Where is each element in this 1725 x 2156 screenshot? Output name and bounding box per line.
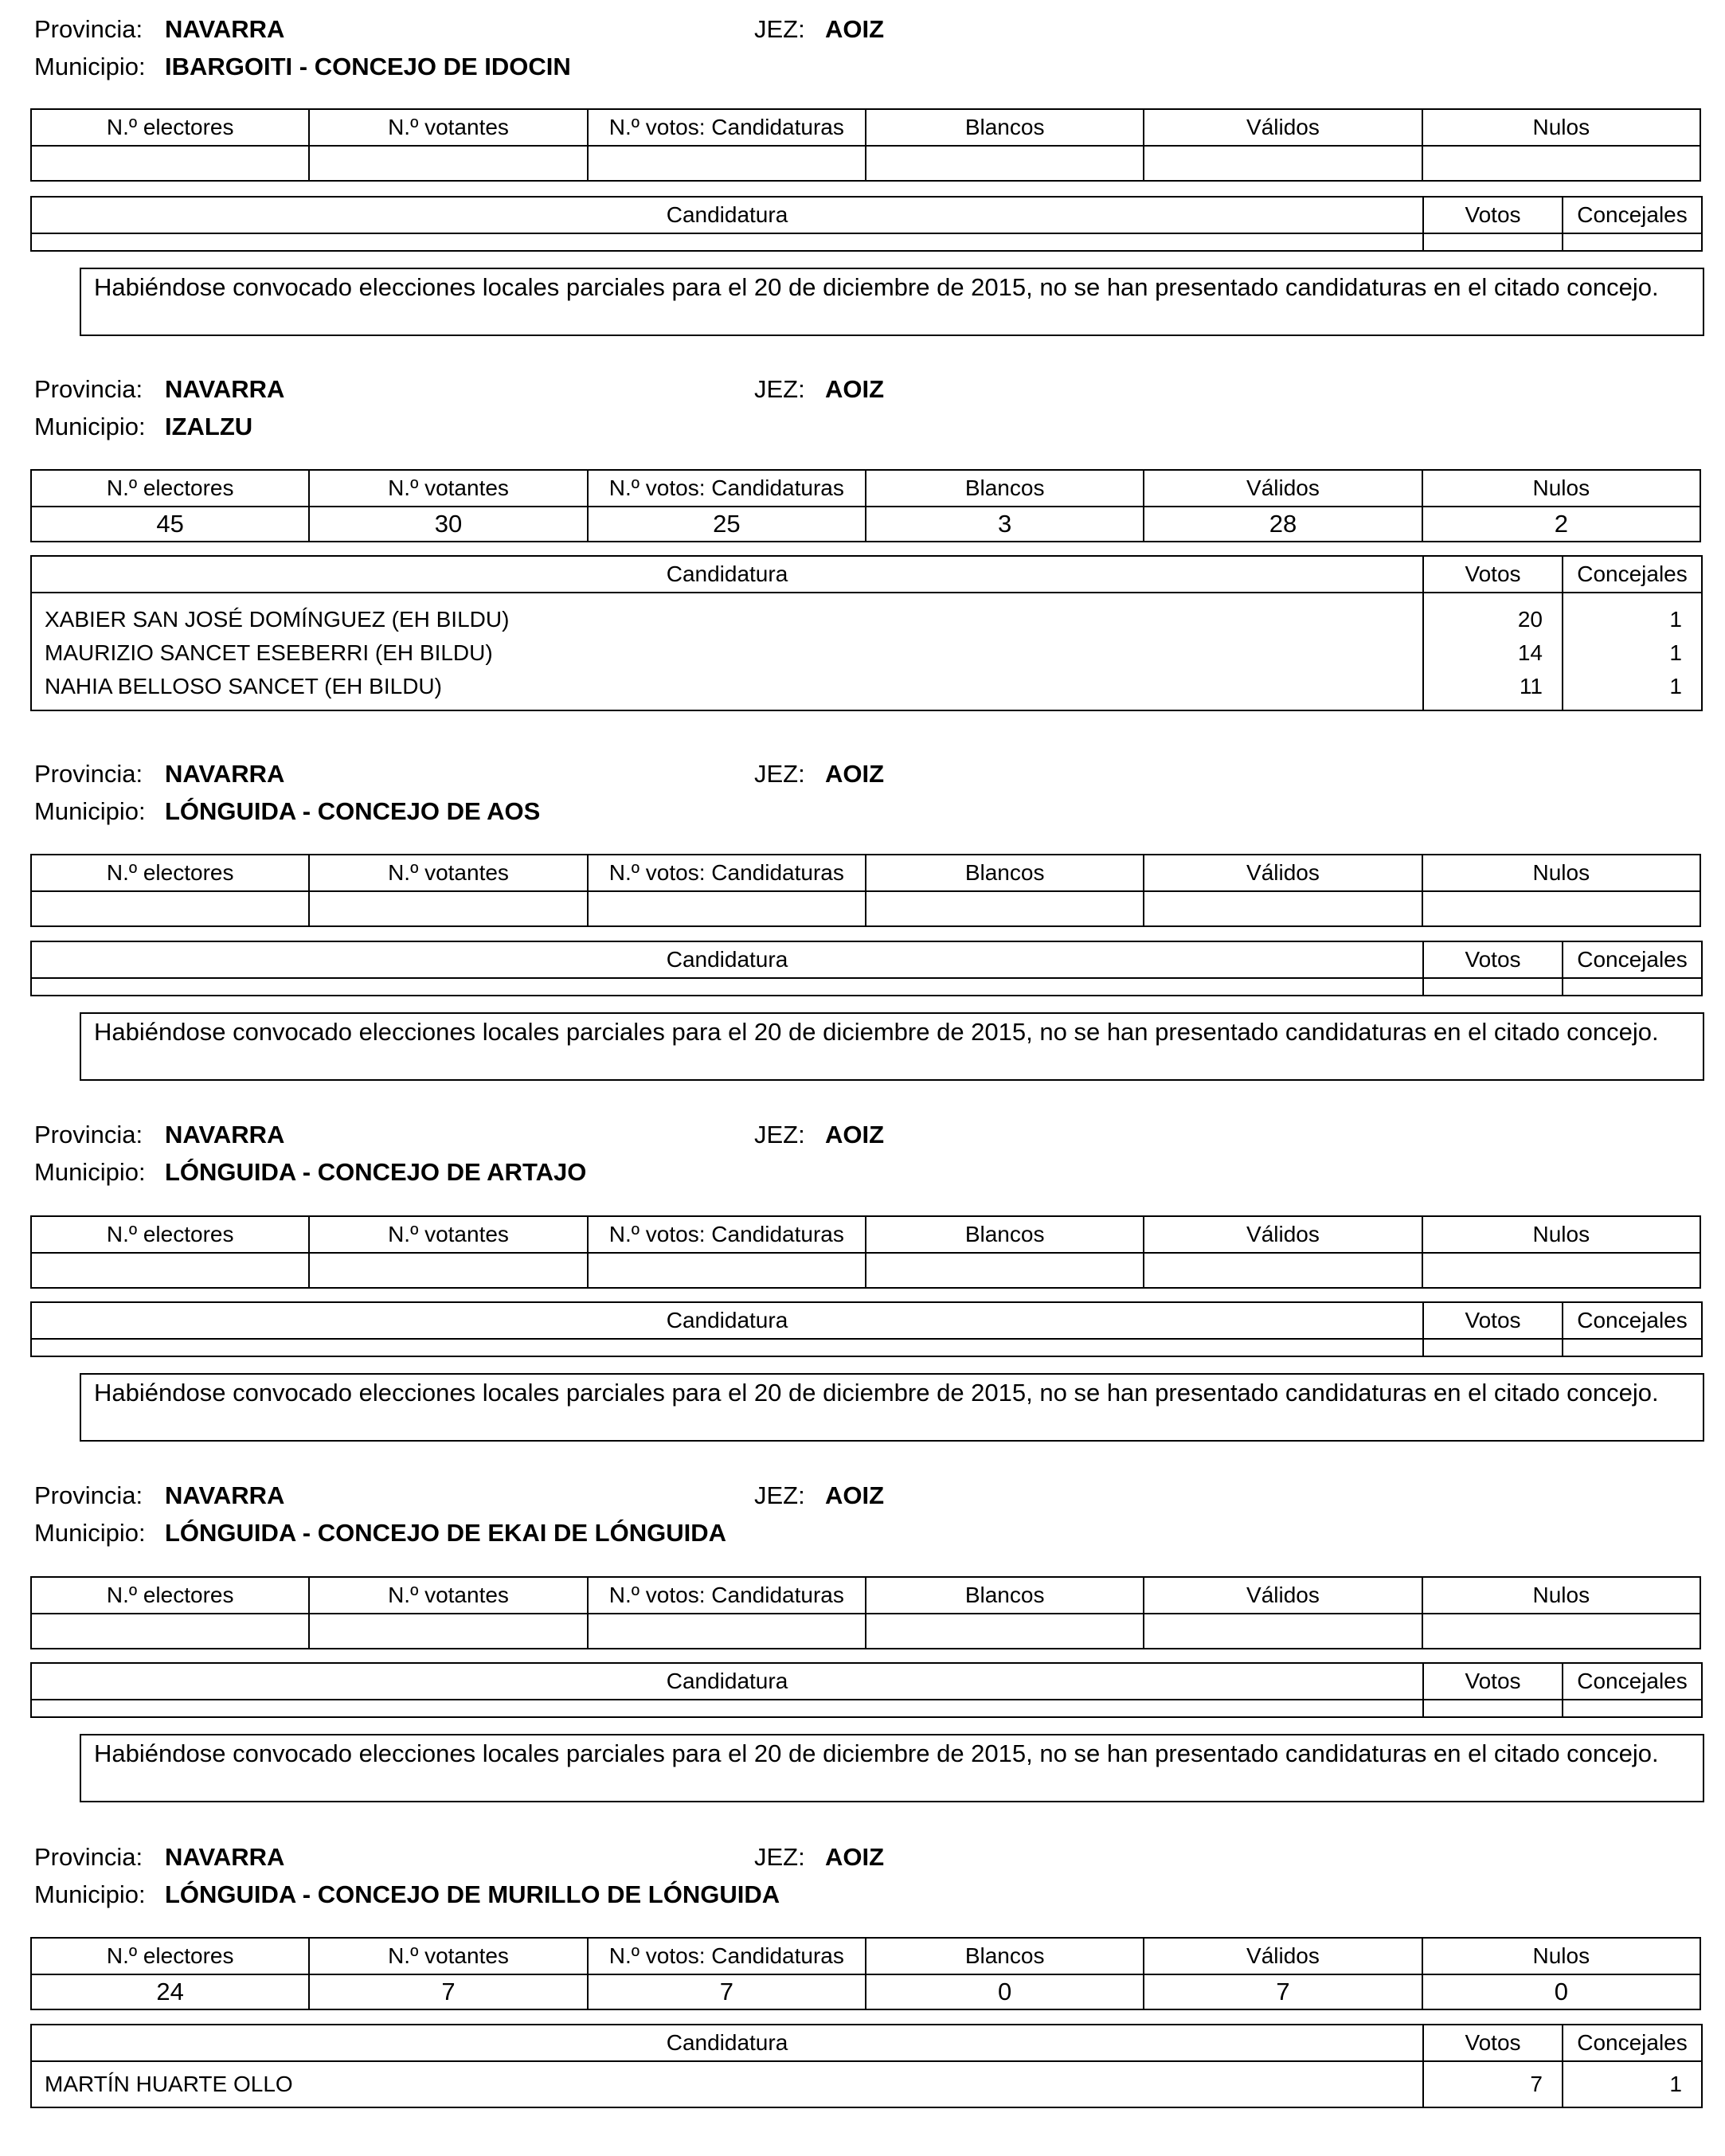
stats-header-nulos: Nulos (1422, 470, 1700, 507)
concejales-header: Concejales (1563, 197, 1702, 233)
no-candidatures-note: Habiéndose convocado elecciones locales parciales para el 20 de diciembre de 2015, no se han presentado candidaturas en el citado concejo. (80, 1373, 1704, 1442)
jez-label: JEZ: (754, 1843, 805, 1871)
stats-header-electores: N.º electores (31, 1577, 309, 1614)
concejales-header: Concejales (1563, 1302, 1702, 1339)
provincia-label: Provincia: (34, 1843, 143, 1871)
jez-label: JEZ: (754, 15, 805, 43)
candidatura-table (30, 555, 1703, 711)
candidatura-header: Candidatura (31, 1302, 1423, 1339)
stats-validos (1144, 146, 1422, 181)
empty-cell (31, 1339, 1423, 1356)
municipio-label: Municipio: (34, 53, 146, 80)
empty-cell (31, 233, 1423, 251)
stats-header-electores: N.º electores (31, 109, 309, 146)
stats-header-votos-candidaturas: N.º votos: Candidaturas (588, 470, 866, 507)
stats-header-votantes: N.º votantes (309, 1577, 587, 1614)
stats-header-validos: Válidos (1144, 109, 1422, 146)
empty-cell (1563, 1700, 1702, 1717)
stats-votos-candidaturas: 7 (588, 1974, 866, 2009)
stats-blancos: 0 (866, 1974, 1144, 2009)
jez-label: JEZ: (754, 1481, 805, 1509)
votos-header: Votos (1423, 1302, 1563, 1339)
candidate-concejales: 1 (1669, 674, 1682, 698)
stats-blancos (866, 1253, 1144, 1288)
stats-header-blancos: Blancos (866, 1577, 1144, 1614)
candidate-concejales-cell (1563, 2061, 1702, 2107)
no-candidatures-note: Habiéndose convocado elecciones locales parciales para el 20 de diciembre de 2015, no se han presentado candidaturas en el citado concejo. (80, 268, 1704, 336)
jez-label: JEZ: (754, 375, 805, 403)
stats-header-blancos: Blancos (866, 470, 1144, 507)
municipio-label: Municipio: (34, 1880, 146, 1908)
empty-cell (31, 1700, 1423, 1717)
stats-electores: 45 (31, 507, 309, 542)
stats-votantes (309, 146, 587, 181)
municipio-value: LÓNGUIDA - CONCEJO DE MURILLO DE LÓNGUIDA (165, 1880, 780, 1908)
stats-header-votos-candidaturas: N.º votos: Candidaturas (588, 1216, 866, 1253)
municipio-label: Municipio: (34, 1158, 146, 1186)
candidate-votos: 11 (1519, 674, 1543, 698)
stats-nulos (1422, 146, 1700, 181)
candidatura-header: Candidatura (31, 197, 1423, 233)
municipio-value: IZALZU (165, 413, 253, 440)
stats-table (30, 108, 1701, 182)
jez-value: AOIZ (825, 375, 885, 403)
jez-value: AOIZ (825, 1843, 885, 1871)
jez-value: AOIZ (825, 1481, 885, 1509)
stats-header-electores: N.º electores (31, 470, 309, 507)
votos-header: Votos (1423, 2025, 1563, 2061)
stats-header-nulos: Nulos (1422, 1216, 1700, 1253)
candidatura-table (30, 2024, 1703, 2108)
stats-header-blancos: Blancos (866, 855, 1144, 891)
provincia-label: Provincia: (34, 1481, 143, 1509)
candidatura-header: Candidatura (31, 556, 1423, 593)
candidatura-header: Candidatura (31, 1663, 1423, 1700)
stats-header-validos: Válidos (1144, 855, 1422, 891)
votos-header: Votos (1423, 1663, 1563, 1700)
provincia-label: Provincia: (34, 375, 143, 403)
stats-header-validos: Válidos (1144, 1577, 1422, 1614)
candidate-concejales-cell (1563, 593, 1702, 710)
stats-header-nulos: Nulos (1422, 1938, 1700, 1974)
stats-header-nulos: Nulos (1422, 855, 1700, 891)
stats-header-votantes: N.º votantes (309, 1938, 587, 1974)
stats-header-electores: N.º electores (31, 1938, 309, 1974)
municipio-label: Municipio: (34, 413, 146, 440)
stats-table (30, 854, 1701, 927)
municipio-value: IBARGOITI - CONCEJO DE IDOCIN (165, 53, 571, 80)
candidate-name: MARTÍN HUARTE OLLO (45, 2072, 293, 2096)
votos-header: Votos (1423, 941, 1563, 978)
municipio-label: Municipio: (34, 797, 146, 825)
candidatura-table (30, 1301, 1703, 1357)
stats-electores (31, 1253, 309, 1288)
empty-cell (1563, 233, 1702, 251)
provincia-value: NAVARRA (165, 15, 285, 43)
candidate-name: XABIER SAN JOSÉ DOMÍNGUEZ (EH BILDU) (45, 607, 510, 632)
municipio-value: LÓNGUIDA - CONCEJO DE ARTAJO (165, 1158, 587, 1186)
provincia-value: NAVARRA (165, 760, 285, 788)
provincia-label: Provincia: (34, 15, 143, 43)
stats-blancos (866, 891, 1144, 926)
stats-votantes: 30 (309, 507, 587, 542)
stats-votos-candidaturas: 25 (588, 507, 866, 542)
stats-header-blancos: Blancos (866, 109, 1144, 146)
candidatura-table (30, 941, 1703, 996)
concejales-header: Concejales (1563, 1663, 1702, 1700)
votos-header: Votos (1423, 197, 1563, 233)
provincia-label: Provincia: (34, 760, 143, 788)
jez-value: AOIZ (825, 15, 885, 43)
concejales-header: Concejales (1563, 556, 1702, 593)
stats-blancos (866, 1614, 1144, 1649)
stats-header-votantes: N.º votantes (309, 1216, 587, 1253)
stats-electores (31, 146, 309, 181)
candidatura-header: Candidatura (31, 941, 1423, 978)
stats-table (30, 469, 1701, 542)
jez-value: AOIZ (825, 1121, 885, 1148)
stats-validos: 7 (1144, 1974, 1422, 2009)
stats-blancos (866, 146, 1144, 181)
candidate-votos: 14 (1517, 640, 1543, 665)
stats-votos-candidaturas (588, 1253, 866, 1288)
stats-validos (1144, 891, 1422, 926)
stats-nulos: 0 (1422, 1974, 1700, 2009)
stats-electores (31, 1614, 309, 1649)
candidate-names-cell (31, 593, 1423, 710)
stats-votantes: 7 (309, 1974, 587, 2009)
no-candidatures-note: Habiéndose convocado elecciones locales parciales para el 20 de diciembre de 2015, no se han presentado candidaturas en el citado concejo. (80, 1734, 1704, 1802)
candidatura-header: Candidatura (31, 2025, 1423, 2061)
provincia-label: Provincia: (34, 1121, 143, 1148)
stats-votantes (309, 1253, 587, 1288)
provincia-value: NAVARRA (165, 1121, 285, 1148)
provincia-value: NAVARRA (165, 1843, 285, 1871)
provincia-value: NAVARRA (165, 1481, 285, 1509)
votos-header: Votos (1423, 556, 1563, 593)
empty-cell (1423, 233, 1563, 251)
stats-electores: 24 (31, 1974, 309, 2009)
jez-label: JEZ: (754, 1121, 805, 1148)
stats-header-votos-candidaturas: N.º votos: Candidaturas (588, 855, 866, 891)
empty-cell (1423, 978, 1563, 996)
stats-validos (1144, 1253, 1422, 1288)
municipio-label: Municipio: (34, 1519, 146, 1547)
stats-blancos: 3 (866, 507, 1144, 542)
stats-electores (31, 891, 309, 926)
stats-header-validos: Válidos (1144, 1216, 1422, 1253)
empty-cell (1563, 1339, 1702, 1356)
stats-header-votos-candidaturas: N.º votos: Candidaturas (588, 1938, 866, 1974)
candidatura-table (30, 196, 1703, 252)
stats-header-electores: N.º electores (31, 1216, 309, 1253)
candidatura-table (30, 1662, 1703, 1718)
provincia-value: NAVARRA (165, 375, 285, 403)
candidate-votos: 7 (1530, 2072, 1543, 2096)
stats-table (30, 1215, 1701, 1289)
stats-votantes (309, 891, 587, 926)
stats-validos: 28 (1144, 507, 1422, 542)
candidate-votos-cell (1423, 2061, 1563, 2107)
stats-table (30, 1576, 1701, 1649)
stats-header-votantes: N.º votantes (309, 470, 587, 507)
stats-header-validos: Válidos (1144, 470, 1422, 507)
candidate-concejales: 1 (1669, 2072, 1682, 2096)
stats-header-nulos: Nulos (1422, 1577, 1700, 1614)
stats-table (30, 1937, 1701, 2010)
empty-cell (1563, 978, 1702, 996)
no-candidatures-note: Habiéndose convocado elecciones locales parciales para el 20 de diciembre de 2015, no se han presentado candidaturas en el citado concejo. (80, 1012, 1704, 1081)
candidate-name: NAHIA BELLOSO SANCET (EH BILDU) (45, 674, 442, 698)
stats-votos-candidaturas (588, 146, 866, 181)
candidate-names-cell (31, 2061, 1423, 2107)
stats-header-votos-candidaturas: N.º votos: Candidaturas (588, 109, 866, 146)
stats-votos-candidaturas (588, 891, 866, 926)
empty-cell (1423, 1700, 1563, 1717)
stats-header-votantes: N.º votantes (309, 109, 587, 146)
stats-validos (1144, 1614, 1422, 1649)
jez-value: AOIZ (825, 760, 885, 788)
stats-nulos: 2 (1422, 507, 1700, 542)
stats-header-electores: N.º electores (31, 855, 309, 891)
empty-cell (1423, 1339, 1563, 1356)
stats-header-nulos: Nulos (1422, 109, 1700, 146)
candidate-concejales: 1 (1669, 640, 1682, 665)
municipio-value: LÓNGUIDA - CONCEJO DE EKAI DE LÓNGUIDA (165, 1519, 726, 1547)
candidate-concejales: 1 (1669, 607, 1682, 632)
candidate-votos-cell (1423, 593, 1563, 710)
stats-header-votantes: N.º votantes (309, 855, 587, 891)
stats-header-validos: Válidos (1144, 1938, 1422, 1974)
municipio-value: LÓNGUIDA - CONCEJO DE AOS (165, 797, 541, 825)
stats-votos-candidaturas (588, 1614, 866, 1649)
stats-nulos (1422, 1614, 1700, 1649)
candidate-votos: 20 (1517, 607, 1543, 632)
candidate-name: MAURIZIO SANCET ESEBERRI (EH BILDU) (45, 640, 493, 665)
stats-header-blancos: Blancos (866, 1938, 1144, 1974)
stats-nulos (1422, 1253, 1700, 1288)
stats-nulos (1422, 891, 1700, 926)
stats-header-votos-candidaturas: N.º votos: Candidaturas (588, 1577, 866, 1614)
jez-label: JEZ: (754, 760, 805, 788)
concejales-header: Concejales (1563, 941, 1702, 978)
concejales-header: Concejales (1563, 2025, 1702, 2061)
empty-cell (31, 978, 1423, 996)
stats-header-blancos: Blancos (866, 1216, 1144, 1253)
stats-votantes (309, 1614, 587, 1649)
